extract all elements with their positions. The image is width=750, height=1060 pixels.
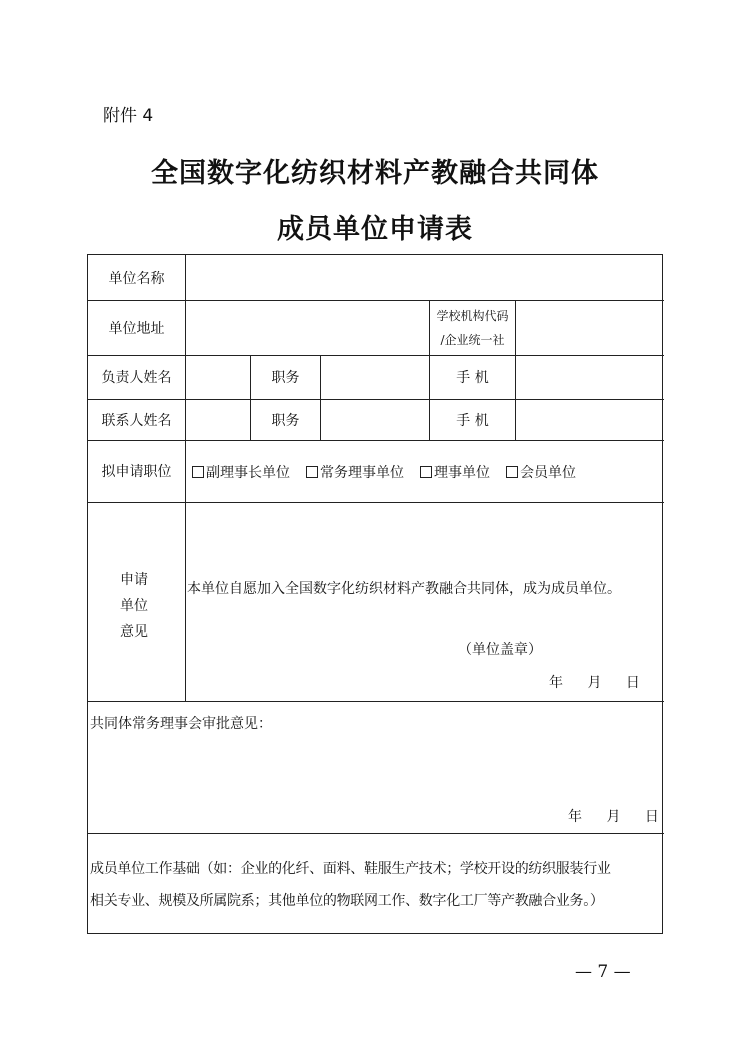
option-member[interactable]: 会员单位 [506,462,576,482]
work-basis-line1: 成员单位工作基础（如：企业的化纤、面料、鞋服生产技术；学校开设的纺织服装行业 [90,861,611,877]
leader-name-field[interactable] [186,355,250,399]
opinion-label-3: 意见 [120,624,148,640]
option-director[interactable]: 理事单位 [420,462,490,482]
leader-position-field[interactable] [321,355,429,399]
page-title: 全国数字化纺织材料产教融合共同体 [151,158,599,189]
unit-name-field[interactable] [186,255,664,300]
unit-address-field[interactable] [186,300,429,355]
work-basis-line2: 相关专业、规模及所属院系；其他单位的物联网工作、数字化工厂等产教融合业务。） [90,893,604,909]
position-options [192,462,592,482]
checkbox-icon[interactable] [420,466,432,478]
apply-position-label: 拟申请职位 [101,464,172,480]
checkbox-icon[interactable] [192,466,204,478]
leader-name-label: 负责人姓名 [101,370,172,386]
row-divider [88,833,664,834]
code-field[interactable] [516,300,664,355]
row-divider [88,701,664,702]
code-label-line1: 学校机构代码 [436,308,509,323]
leader-position-label: 职务 [271,370,300,386]
option-vice-chair[interactable]: 副理事长单位 [192,462,290,482]
contact-position-label: 职务 [271,412,300,429]
application-form-table [87,254,663,934]
code-label [430,300,515,355]
page-subtitle: 成员单位申请表 [277,214,473,245]
page-number: — 7 — [575,962,631,982]
leader-phone-label: 手 机 [456,370,489,386]
unit-name-label: 单位名称 [108,270,165,287]
checkbox-icon[interactable] [306,466,318,478]
leader-phone-field[interactable] [516,355,664,399]
opinion-statement: 本单位自愿加入全国数字化纺织材料产教融合共同体，成为成员单位。 [187,581,621,597]
contact-name-field[interactable] [186,399,250,440]
contact-name-label: 联系人姓名 [101,412,172,429]
row-divider [88,502,664,503]
contact-phone-label: 手 机 [456,412,489,429]
opinion-label-1: 申请 [120,572,148,588]
checkbox-icon[interactable] [506,466,518,478]
contact-position-field[interactable] [321,399,429,440]
unit-address-label: 单位地址 [108,320,165,337]
date-label: 年 月 日 [549,675,640,691]
contact-phone-field[interactable] [516,399,664,440]
code-label-line2: /企业统一社 [440,332,505,347]
council-date-label: 年 月 日 [568,809,659,825]
seal-label: （单位盖章） [458,642,542,658]
attachment-label: 附件 4 [103,106,154,126]
option-standing-director[interactable]: 常务理事单位 [306,462,404,482]
opinion-label-2: 单位 [120,598,148,614]
council-opinion-label: 共同体常务理事会审批意见： [90,716,272,732]
